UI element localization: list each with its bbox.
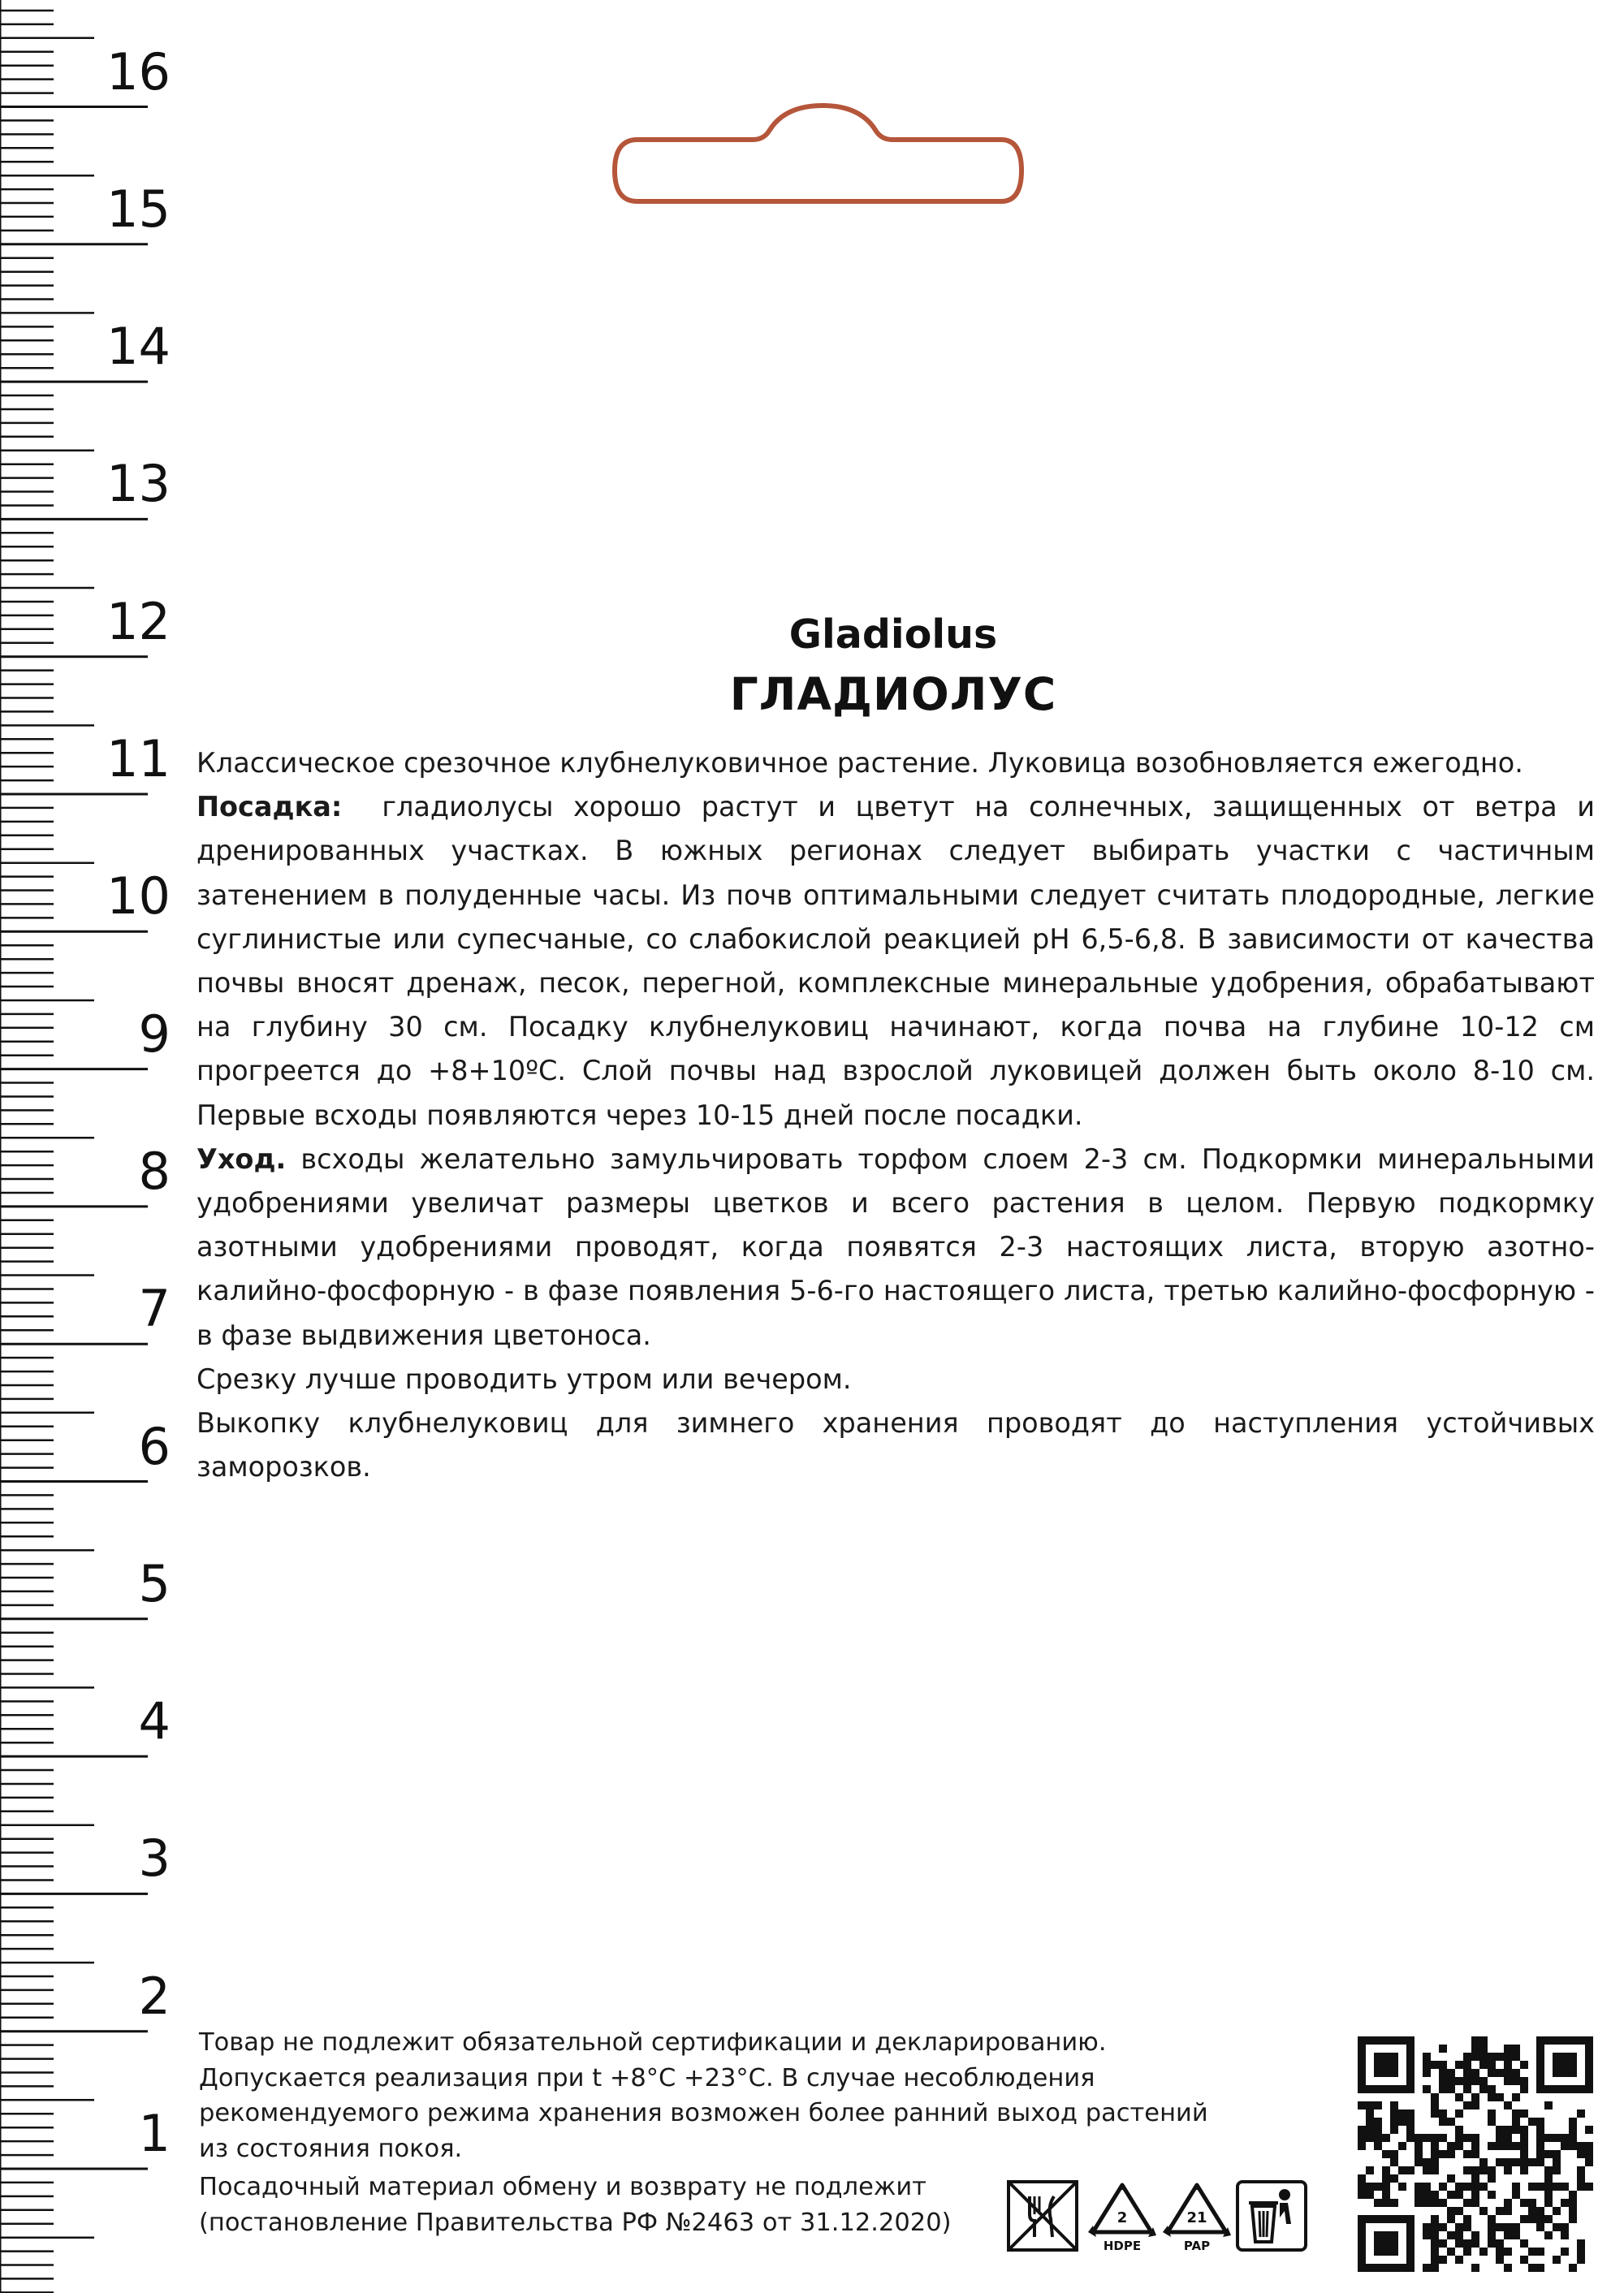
ruler-number: 1 bbox=[138, 2104, 171, 2163]
ruler-number: 14 bbox=[106, 317, 171, 377]
care-text: всходы желательно замульчировать торфом слоем 2-3 см. Подкормки минеральными удобрениями увеличат размеры цветков и всего растения в целом. Первую подкормку азотными удобрениями проводят, когда появятся 2-3 настоящих листа, вторую азотно-калийно-фосфорную - в фазе появления 5-6-го настоящего листа, третью калийно-фосфорную - в фазе выдвижения цветоноса. bbox=[197, 1142, 1595, 1351]
ruler-number: 12 bbox=[106, 591, 171, 651]
ruler-number: 15 bbox=[106, 179, 171, 239]
care-paragraph bbox=[197, 1138, 1595, 1358]
planting-paragraph bbox=[197, 785, 1595, 1138]
planting-label: Посадка: bbox=[197, 791, 343, 823]
cutting-paragraph: Срезку лучше проводить утром или вечером. bbox=[197, 1362, 852, 1395]
footer-line: из состояния покоя. bbox=[199, 2134, 463, 2163]
footer-line: Посадочный материал обмену и возврату не подлежит bbox=[199, 2173, 926, 2201]
ruler-number: 4 bbox=[138, 1691, 171, 1751]
footer-line: Товар не подлежит обязательной сертификации и декларированию. bbox=[199, 2028, 1107, 2057]
ruler-number: 6 bbox=[138, 1416, 171, 1476]
recycle-hdpe-icon bbox=[1085, 2179, 1160, 2253]
hanger-outline-path bbox=[615, 106, 1021, 201]
not-for-food-icon bbox=[1005, 2179, 1080, 2253]
qr-code bbox=[1358, 2036, 1593, 2272]
pap-number: 21 bbox=[1186, 2209, 1207, 2226]
ruler-number: 8 bbox=[138, 1141, 171, 1201]
ruler-number: 10 bbox=[106, 866, 171, 926]
hdpe-number: 2 bbox=[1116, 2209, 1128, 2226]
ruler-number: 13 bbox=[106, 454, 171, 514]
ruler-number: 3 bbox=[138, 1829, 171, 1889]
recycle-pap-icon bbox=[1160, 2179, 1234, 2253]
digging-paragraph: Выкопку клубнелуковиц для зимнего хранения проводят до наступления устойчивых заморозков. bbox=[197, 1407, 1595, 1483]
trash-bin-icon bbox=[1234, 2179, 1309, 2253]
intro-paragraph: Классическое срезочное клубнелуковичное растение. Луковица возобновляется ежегодно. bbox=[197, 747, 1523, 779]
footer-line: Допускается реализация при t +8°С +23°С. В случае несоблюдения bbox=[199, 2063, 1095, 2092]
footer-line: рекомендуемого режима хранения возможен более ранний выход растений bbox=[199, 2099, 1208, 2127]
hanger-slot-outline bbox=[605, 97, 1035, 219]
ruler-number: 2 bbox=[138, 1966, 171, 2026]
pap-label: PAP bbox=[1183, 2239, 1211, 2253]
ruler-number: 7 bbox=[138, 1279, 171, 1339]
ruler-number: 11 bbox=[106, 729, 171, 788]
planting-text: гладиолусы хорошо растут и цветут на солнечных, защищенных от ветра и дренированных участках. В южных регионах следует выбирать участки с частичным затенением в полуденные часы. Из почв оптимальными следует считать плодородные, легкие суглинистые или супесчаные, со слабокислой реакцией рН 6,5-6,8. В зависимости от качества почвы вносят дренаж, песок, перегной, комплексные минеральные удобрения, обрабатывают на глубину 30 см. Посадку клубнелуковиц начинают, когда почва на глубине 10-12 см прогреется до +8+10ºС. Слой почвы над взрослой луковицей должен быть около 8-10 см. Первые всходы появляются через 10-15 дней после посадки. bbox=[197, 791, 1595, 1131]
russian-title: ГЛАДИОЛУС bbox=[729, 668, 1057, 720]
hdpe-label: HDPE bbox=[1103, 2239, 1142, 2253]
planting-instructions bbox=[197, 741, 1595, 1489]
ruler-number: 9 bbox=[138, 1004, 171, 1064]
latin-title: Gladiolus bbox=[788, 611, 998, 658]
ruler-number: 5 bbox=[138, 1553, 171, 1613]
footer-line: (постановление Правительства РФ №2463 от 31.12.2020) bbox=[199, 2208, 952, 2237]
care-label: Уход. bbox=[197, 1142, 287, 1175]
ruler-number: 16 bbox=[106, 41, 171, 101]
